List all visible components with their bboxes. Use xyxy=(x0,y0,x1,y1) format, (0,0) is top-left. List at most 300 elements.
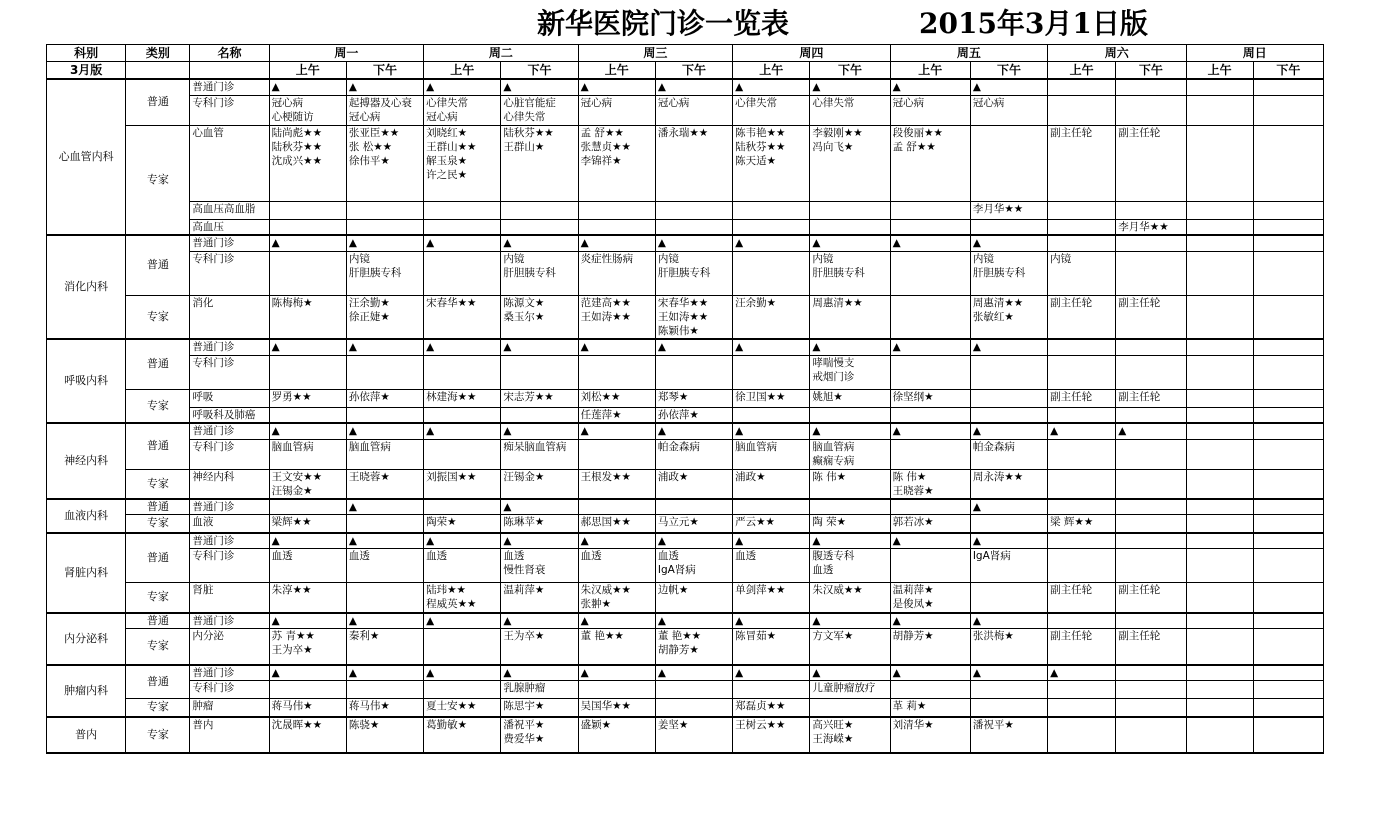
schedule-cell xyxy=(1048,681,1116,699)
general-clinic-marker: ▲ xyxy=(346,613,423,629)
schedule-cell xyxy=(655,681,732,699)
schedule-cell: 帕金森病 xyxy=(655,439,732,469)
schedule-cell: 王晓蓉★ xyxy=(346,469,423,499)
clinic-name: 专科门诊 xyxy=(190,251,269,295)
schedule-cell: 心脏官能症 心律失常 xyxy=(501,95,578,125)
header-day: 周二 xyxy=(424,45,578,62)
schedule-cell: 血透 IgA肾病 xyxy=(655,549,732,583)
schedule-row xyxy=(47,355,1324,389)
schedule-cell: 朱汉威★★ xyxy=(810,583,890,613)
department-name: 呼吸内科 xyxy=(47,339,126,423)
schedule-cell xyxy=(1186,219,1253,235)
header-pm: 下午 xyxy=(346,62,423,80)
page-title xyxy=(537,4,1337,44)
schedule-cell xyxy=(1048,407,1116,423)
schedule-cell xyxy=(1048,79,1116,95)
schedule-cell xyxy=(424,407,501,423)
schedule-cell xyxy=(1253,629,1323,665)
schedule-cell: 姜坚★ xyxy=(655,717,732,753)
schedule-cell: 副主任轮 xyxy=(1116,583,1186,613)
schedule-cell: 心律失常 冠心病 xyxy=(424,95,501,125)
schedule-cell: 潘祝平★ xyxy=(970,717,1047,753)
header-name: 名称 xyxy=(190,45,269,62)
schedule-cell xyxy=(578,439,655,469)
schedule-cell xyxy=(1186,389,1253,407)
schedule-cell xyxy=(733,355,810,389)
schedule-row xyxy=(47,235,1324,251)
general-clinic-marker: ▲ xyxy=(346,235,423,251)
header-type: 类别 xyxy=(126,45,190,62)
schedule-cell: 副主任轮 xyxy=(1116,389,1186,407)
schedule-cell: 林建海★★ xyxy=(424,389,501,407)
general-clinic-marker: ▲ xyxy=(890,79,970,95)
schedule-cell: 姚旭★ xyxy=(810,389,890,407)
schedule-cell: 段俊丽★★ 孟 舒★★ xyxy=(890,125,970,201)
schedule-cell xyxy=(1116,665,1186,681)
general-clinic-marker: ▲ xyxy=(1048,423,1116,439)
schedule-cell xyxy=(424,219,501,235)
category-label: 普通 xyxy=(126,613,190,629)
schedule-cell xyxy=(1048,613,1116,629)
schedule-cell xyxy=(1186,125,1253,201)
general-clinic-marker: ▲ xyxy=(424,533,501,549)
general-clinic-marker: ▲ xyxy=(810,339,890,355)
schedule-cell: 周永涛★★ xyxy=(970,469,1047,499)
schedule-cell: 内镜 肝胆胰专科 xyxy=(346,251,423,295)
schedule-cell: 冠心病 xyxy=(578,95,655,125)
general-clinic-marker: ▲ xyxy=(970,235,1047,251)
schedule-cell: 内镜 xyxy=(1048,251,1116,295)
general-clinic-marker: ▲ xyxy=(578,423,655,439)
schedule-cell xyxy=(970,583,1047,613)
schedule-cell xyxy=(733,681,810,699)
schedule-cell: 陈 伟★ xyxy=(810,469,890,499)
schedule-cell xyxy=(1186,469,1253,499)
schedule-cell xyxy=(1048,533,1116,549)
department-name: 肿瘤内科 xyxy=(47,665,126,717)
schedule-row xyxy=(47,295,1324,339)
schedule-cell xyxy=(269,499,346,515)
schedule-cell: 宋春华★★ 王如涛★★ 陈颖伟★ xyxy=(655,295,732,339)
schedule-cell: 王为卒★ xyxy=(501,629,578,665)
schedule-cell: 副主任轮 xyxy=(1116,125,1186,201)
header-dept: 科别 xyxy=(47,45,126,62)
general-clinic-marker: ▲ xyxy=(733,613,810,629)
schedule-cell xyxy=(1116,407,1186,423)
clinic-name: 血液 xyxy=(190,515,269,533)
schedule-cell xyxy=(1253,439,1323,469)
clinic-name: 内分泌 xyxy=(190,629,269,665)
schedule-cell: 帕金森病 xyxy=(970,439,1047,469)
schedule-cell xyxy=(970,355,1047,389)
general-clinic-marker: ▲ xyxy=(970,613,1047,629)
schedule-cell xyxy=(1253,515,1323,533)
schedule-cell: 徐卫国★★ xyxy=(733,389,810,407)
schedule-cell: 副主任轮 xyxy=(1048,295,1116,339)
header-day: 周四 xyxy=(733,45,890,62)
schedule-cell xyxy=(1253,717,1323,753)
clinic-name: 肾脏 xyxy=(190,583,269,613)
schedule-cell: 葛勤敏★ xyxy=(424,717,501,753)
schedule-cell xyxy=(970,407,1047,423)
header-am: 上午 xyxy=(1048,62,1116,80)
schedule-cell xyxy=(1253,201,1323,219)
clinic-name: 普通门诊 xyxy=(190,339,269,355)
schedule-cell: 副主任轮 xyxy=(1116,295,1186,339)
general-clinic-marker: ▲ xyxy=(346,339,423,355)
schedule-cell: 严云★★ xyxy=(733,515,810,533)
schedule-cell xyxy=(1186,533,1253,549)
schedule-cell xyxy=(970,219,1047,235)
schedule-cell: 朱汉威★★ 张翀★ xyxy=(578,583,655,613)
schedule-cell: 孙依萍★ xyxy=(655,407,732,423)
schedule-cell xyxy=(1116,681,1186,699)
schedule-cell: 王根发★★ xyxy=(578,469,655,499)
schedule-cell xyxy=(733,201,810,219)
schedule-cell xyxy=(1253,295,1323,339)
schedule-cell: 王树云★★ xyxy=(733,717,810,753)
general-clinic-marker: ▲ xyxy=(890,533,970,549)
schedule-cell: 乳腺肿瘤 xyxy=(501,681,578,699)
category-label: 普通 xyxy=(126,499,190,515)
general-clinic-marker: ▲ xyxy=(890,665,970,681)
schedule-cell xyxy=(501,201,578,219)
schedule-cell: 王文安★★ 汪锡金★ xyxy=(269,469,346,499)
schedule-cell xyxy=(1253,499,1323,515)
general-clinic-marker: ▲ xyxy=(890,235,970,251)
category-label: 专家 xyxy=(126,629,190,665)
schedule-cell: 血透 xyxy=(269,549,346,583)
schedule-cell: 陆玮★★ 程威英★★ xyxy=(424,583,501,613)
schedule-cell: 徐坚纲★ xyxy=(890,389,970,407)
schedule-cell: 革 莉★ xyxy=(890,699,970,717)
schedule-cell: 血透 xyxy=(424,549,501,583)
title-main: 新华医院门诊一览表 xyxy=(537,7,790,40)
schedule-cell: 宋志芳★★ xyxy=(501,389,578,407)
schedule-cell: 陶 荣★ xyxy=(810,515,890,533)
header-empty xyxy=(190,62,269,80)
schedule-cell: 陶荣★ xyxy=(424,515,501,533)
general-clinic-marker: ▲ xyxy=(733,79,810,95)
schedule-cell: 夏士安★★ xyxy=(424,699,501,717)
schedule-cell xyxy=(1186,235,1253,251)
schedule-cell xyxy=(1116,717,1186,753)
schedule-cell xyxy=(578,219,655,235)
schedule-cell xyxy=(1048,469,1116,499)
header-pm: 下午 xyxy=(1116,62,1186,80)
schedule-cell xyxy=(1253,407,1323,423)
category-label: 专家 xyxy=(126,717,190,753)
schedule-cell: 脑血管病 xyxy=(346,439,423,469)
general-clinic-marker: ▲ xyxy=(346,665,423,681)
schedule-cell: 陈梅梅★ xyxy=(269,295,346,339)
schedule-cell xyxy=(1253,355,1323,389)
schedule-cell: 李月华★★ xyxy=(1116,219,1186,235)
schedule-cell: 刘清华★ xyxy=(890,717,970,753)
schedule-cell xyxy=(733,407,810,423)
schedule-cell xyxy=(269,407,346,423)
schedule-cell: 儿童肿瘤放疗 xyxy=(810,681,890,699)
schedule-cell xyxy=(890,219,970,235)
schedule-cell xyxy=(1186,699,1253,717)
department-name: 内分泌科 xyxy=(47,613,126,665)
schedule-cell xyxy=(346,407,423,423)
department-name: 神经内科 xyxy=(47,423,126,499)
schedule-cell: 心律失常 xyxy=(733,95,810,125)
schedule-cell xyxy=(1253,339,1323,355)
schedule-cell xyxy=(578,355,655,389)
header-day: 周三 xyxy=(578,45,732,62)
title-edition: 2015年3月1日版 xyxy=(919,7,1148,40)
general-clinic-marker: ▲ xyxy=(501,339,578,355)
schedule-cell: 副主任轮 xyxy=(1048,389,1116,407)
schedule-cell xyxy=(970,681,1047,699)
schedule-cell xyxy=(733,219,810,235)
schedule-cell xyxy=(1253,533,1323,549)
general-clinic-marker: ▲ xyxy=(501,79,578,95)
header-pm: 下午 xyxy=(501,62,578,80)
schedule-cell: 孟 舒★★ 张慧贞★★ 李锦祥★ xyxy=(578,125,655,201)
schedule-cell xyxy=(346,219,423,235)
schedule-row xyxy=(47,439,1324,469)
schedule-cell xyxy=(1116,355,1186,389)
schedule-cell: 陈琳苹★ xyxy=(501,515,578,533)
general-clinic-marker: ▲ xyxy=(269,423,346,439)
schedule-cell xyxy=(1048,201,1116,219)
schedule-cell: 血透 xyxy=(578,549,655,583)
header-pm: 下午 xyxy=(810,62,890,80)
schedule-row xyxy=(47,681,1324,699)
schedule-cell: 胡静芳★ xyxy=(890,629,970,665)
schedule-cell xyxy=(890,251,970,295)
schedule-cell xyxy=(346,583,423,613)
schedule-cell xyxy=(655,699,732,717)
general-clinic-marker: ▲ xyxy=(810,235,890,251)
schedule-cell xyxy=(655,201,732,219)
clinic-name: 专科门诊 xyxy=(190,355,269,389)
schedule-cell xyxy=(424,251,501,295)
schedule-row xyxy=(47,201,1324,219)
schedule-cell: 朱淳★★ xyxy=(269,583,346,613)
schedule-cell xyxy=(1116,95,1186,125)
general-clinic-marker: ▲ xyxy=(424,339,501,355)
schedule-cell: 周惠清★★ 张敏红★ xyxy=(970,295,1047,339)
clinic-name: 高血压高血脂 xyxy=(190,201,269,219)
schedule-cell: 高兴旺★ 王海嵘★ xyxy=(810,717,890,753)
general-clinic-marker: ▲ xyxy=(810,423,890,439)
schedule-cell xyxy=(1186,549,1253,583)
schedule-cell xyxy=(1186,629,1253,665)
general-clinic-marker: ▲ xyxy=(810,533,890,549)
schedule-row xyxy=(47,717,1324,753)
department-name: 肾脏内科 xyxy=(47,533,126,613)
category-label: 普通 xyxy=(126,533,190,583)
general-clinic-marker: ▲ xyxy=(970,339,1047,355)
schedule-cell: 温莉萍★ xyxy=(501,583,578,613)
schedule-cell: 陈 伟★ 王晓蓉★ xyxy=(890,469,970,499)
schedule-row xyxy=(47,549,1324,583)
general-clinic-marker: ▲ xyxy=(810,665,890,681)
general-clinic-marker: ▲ xyxy=(970,423,1047,439)
schedule-cell xyxy=(655,219,732,235)
general-clinic-marker: ▲ xyxy=(346,423,423,439)
schedule-cell: 边帆★ xyxy=(655,583,732,613)
clinic-name: 心血管 xyxy=(190,125,269,201)
schedule-cell xyxy=(970,389,1047,407)
schedule-cell xyxy=(424,681,501,699)
schedule-cell xyxy=(1116,699,1186,717)
schedule-cell xyxy=(1253,549,1323,583)
schedule-cell: 陈骁★ xyxy=(346,717,423,753)
schedule-row xyxy=(47,665,1324,681)
schedule-cell: 内镜 肝胆胰专科 xyxy=(501,251,578,295)
schedule-cell xyxy=(1116,439,1186,469)
schedule-cell xyxy=(1186,583,1253,613)
schedule-cell xyxy=(424,355,501,389)
schedule-row xyxy=(47,251,1324,295)
category-label: 专家 xyxy=(126,699,190,717)
schedule-cell xyxy=(1253,389,1323,407)
schedule-cell xyxy=(1048,699,1116,717)
schedule-cell: 哮喘慢支 戒烟门诊 xyxy=(810,355,890,389)
category-label: 普通 xyxy=(126,79,190,125)
general-clinic-marker: ▲ xyxy=(424,235,501,251)
header-pm: 下午 xyxy=(1253,62,1323,80)
clinic-name: 呼吸 xyxy=(190,389,269,407)
schedule-cell: 梁辉★★ xyxy=(269,515,346,533)
general-clinic-marker: ▲ xyxy=(655,665,732,681)
header-pm: 下午 xyxy=(970,62,1047,80)
schedule-cell xyxy=(1186,355,1253,389)
schedule-cell xyxy=(346,681,423,699)
schedule-row xyxy=(47,125,1324,201)
general-clinic-marker: ▲ xyxy=(1116,423,1186,439)
schedule-cell: 李月华★★ xyxy=(970,201,1047,219)
header-am: 上午 xyxy=(578,62,655,80)
clinic-name: 普内 xyxy=(190,717,269,753)
header-day: 周日 xyxy=(1186,45,1324,62)
clinic-name: 专科门诊 xyxy=(190,439,269,469)
general-clinic-marker: ▲ xyxy=(346,533,423,549)
schedule-cell: 浦政★ xyxy=(733,469,810,499)
clinic-name: 呼吸科及肺癌 xyxy=(190,407,269,423)
general-clinic-marker: ▲ xyxy=(970,79,1047,95)
header-am: 上午 xyxy=(424,62,501,80)
schedule-cell: 宋春华★★ xyxy=(424,295,501,339)
schedule-cell xyxy=(1048,355,1116,389)
general-clinic-marker: ▲ xyxy=(269,533,346,549)
schedule-cell: 孙依萍★ xyxy=(346,389,423,407)
schedule-cell: 汪余勤★ xyxy=(733,295,810,339)
schedule-cell xyxy=(655,499,732,515)
schedule-cell xyxy=(346,355,423,389)
schedule-cell xyxy=(810,201,890,219)
schedule-cell: 张亚臣★★ 张 松★★ 徐伟平★ xyxy=(346,125,423,201)
schedule-cell xyxy=(1253,125,1323,201)
schedule-row xyxy=(47,339,1324,355)
general-clinic-marker: ▲ xyxy=(578,235,655,251)
schedule-cell: 内镜 肝胆胰专科 xyxy=(810,251,890,295)
schedule-cell xyxy=(810,499,890,515)
schedule-cell xyxy=(1253,699,1323,717)
clinic-name: 肿瘤 xyxy=(190,699,269,717)
schedule-cell: 郭若冰★ xyxy=(890,515,970,533)
schedule-cell xyxy=(810,407,890,423)
general-clinic-marker: ▲ xyxy=(970,665,1047,681)
header-day: 周五 xyxy=(890,45,1047,62)
schedule-cell xyxy=(1048,95,1116,125)
schedule-cell: 陈韦艳★★ 陆秋芬★★ 陈天适★ xyxy=(733,125,810,201)
schedule-cell xyxy=(1116,533,1186,549)
general-clinic-marker: ▲ xyxy=(501,235,578,251)
category-label: 普通 xyxy=(126,235,190,295)
schedule-cell: 单剑萍★★ xyxy=(733,583,810,613)
schedule-cell: 温莉萍★ 是俊凤★ xyxy=(890,583,970,613)
schedule-cell xyxy=(890,681,970,699)
schedule-cell xyxy=(1186,613,1253,629)
schedule-cell xyxy=(1186,201,1253,219)
schedule-cell: 梁 辉★★ xyxy=(1048,515,1116,533)
schedule-row xyxy=(47,79,1324,95)
header-row-ampm xyxy=(47,62,1324,80)
general-clinic-marker: ▲ xyxy=(501,533,578,549)
schedule-cell xyxy=(1186,423,1253,439)
clinic-name: 普通门诊 xyxy=(190,613,269,629)
general-clinic-marker: ▲ xyxy=(810,613,890,629)
schedule-cell xyxy=(1186,499,1253,515)
schedule-cell xyxy=(1186,515,1253,533)
schedule-cell xyxy=(890,295,970,339)
category-label: 普通 xyxy=(126,339,190,389)
schedule-cell: 血透 xyxy=(733,549,810,583)
schedule-cell: 方文军★ xyxy=(810,629,890,665)
schedule-cell xyxy=(970,125,1047,201)
department-name: 血液内科 xyxy=(47,499,126,533)
general-clinic-marker: ▲ xyxy=(269,79,346,95)
schedule-cell xyxy=(810,219,890,235)
schedule-cell: 郑琴★ xyxy=(655,389,732,407)
schedule-cell: 罗勇★★ xyxy=(269,389,346,407)
schedule-cell xyxy=(1116,499,1186,515)
general-clinic-marker: ▲ xyxy=(890,613,970,629)
schedule-cell: 刘晓红★ 王群山★★ 解玉泉★ 许之民★ xyxy=(424,125,501,201)
general-clinic-marker: ▲ xyxy=(578,533,655,549)
schedule-cell xyxy=(1186,295,1253,339)
schedule-body xyxy=(47,79,1324,753)
schedule-row xyxy=(47,699,1324,717)
header-day: 周一 xyxy=(269,45,423,62)
schedule-cell xyxy=(970,699,1047,717)
header-row-days xyxy=(47,45,1324,62)
schedule-cell xyxy=(269,219,346,235)
general-clinic-marker: ▲ xyxy=(269,613,346,629)
schedule-cell xyxy=(1048,549,1116,583)
general-clinic-marker: ▲ xyxy=(655,79,732,95)
general-clinic-marker: ▲ xyxy=(346,79,423,95)
schedule-cell xyxy=(501,407,578,423)
schedule-cell xyxy=(1048,219,1116,235)
general-clinic-marker: ▲ xyxy=(269,339,346,355)
schedule-row xyxy=(47,219,1324,235)
schedule-cell xyxy=(810,699,890,717)
schedule-cell xyxy=(1186,339,1253,355)
schedule-cell xyxy=(1253,469,1323,499)
department-name: 消化内科 xyxy=(47,235,126,339)
header-am: 上午 xyxy=(733,62,810,80)
schedule-cell: 血透 慢性肾衰 xyxy=(501,549,578,583)
schedule-cell xyxy=(1253,665,1323,681)
clinic-name: 普通门诊 xyxy=(190,79,269,95)
